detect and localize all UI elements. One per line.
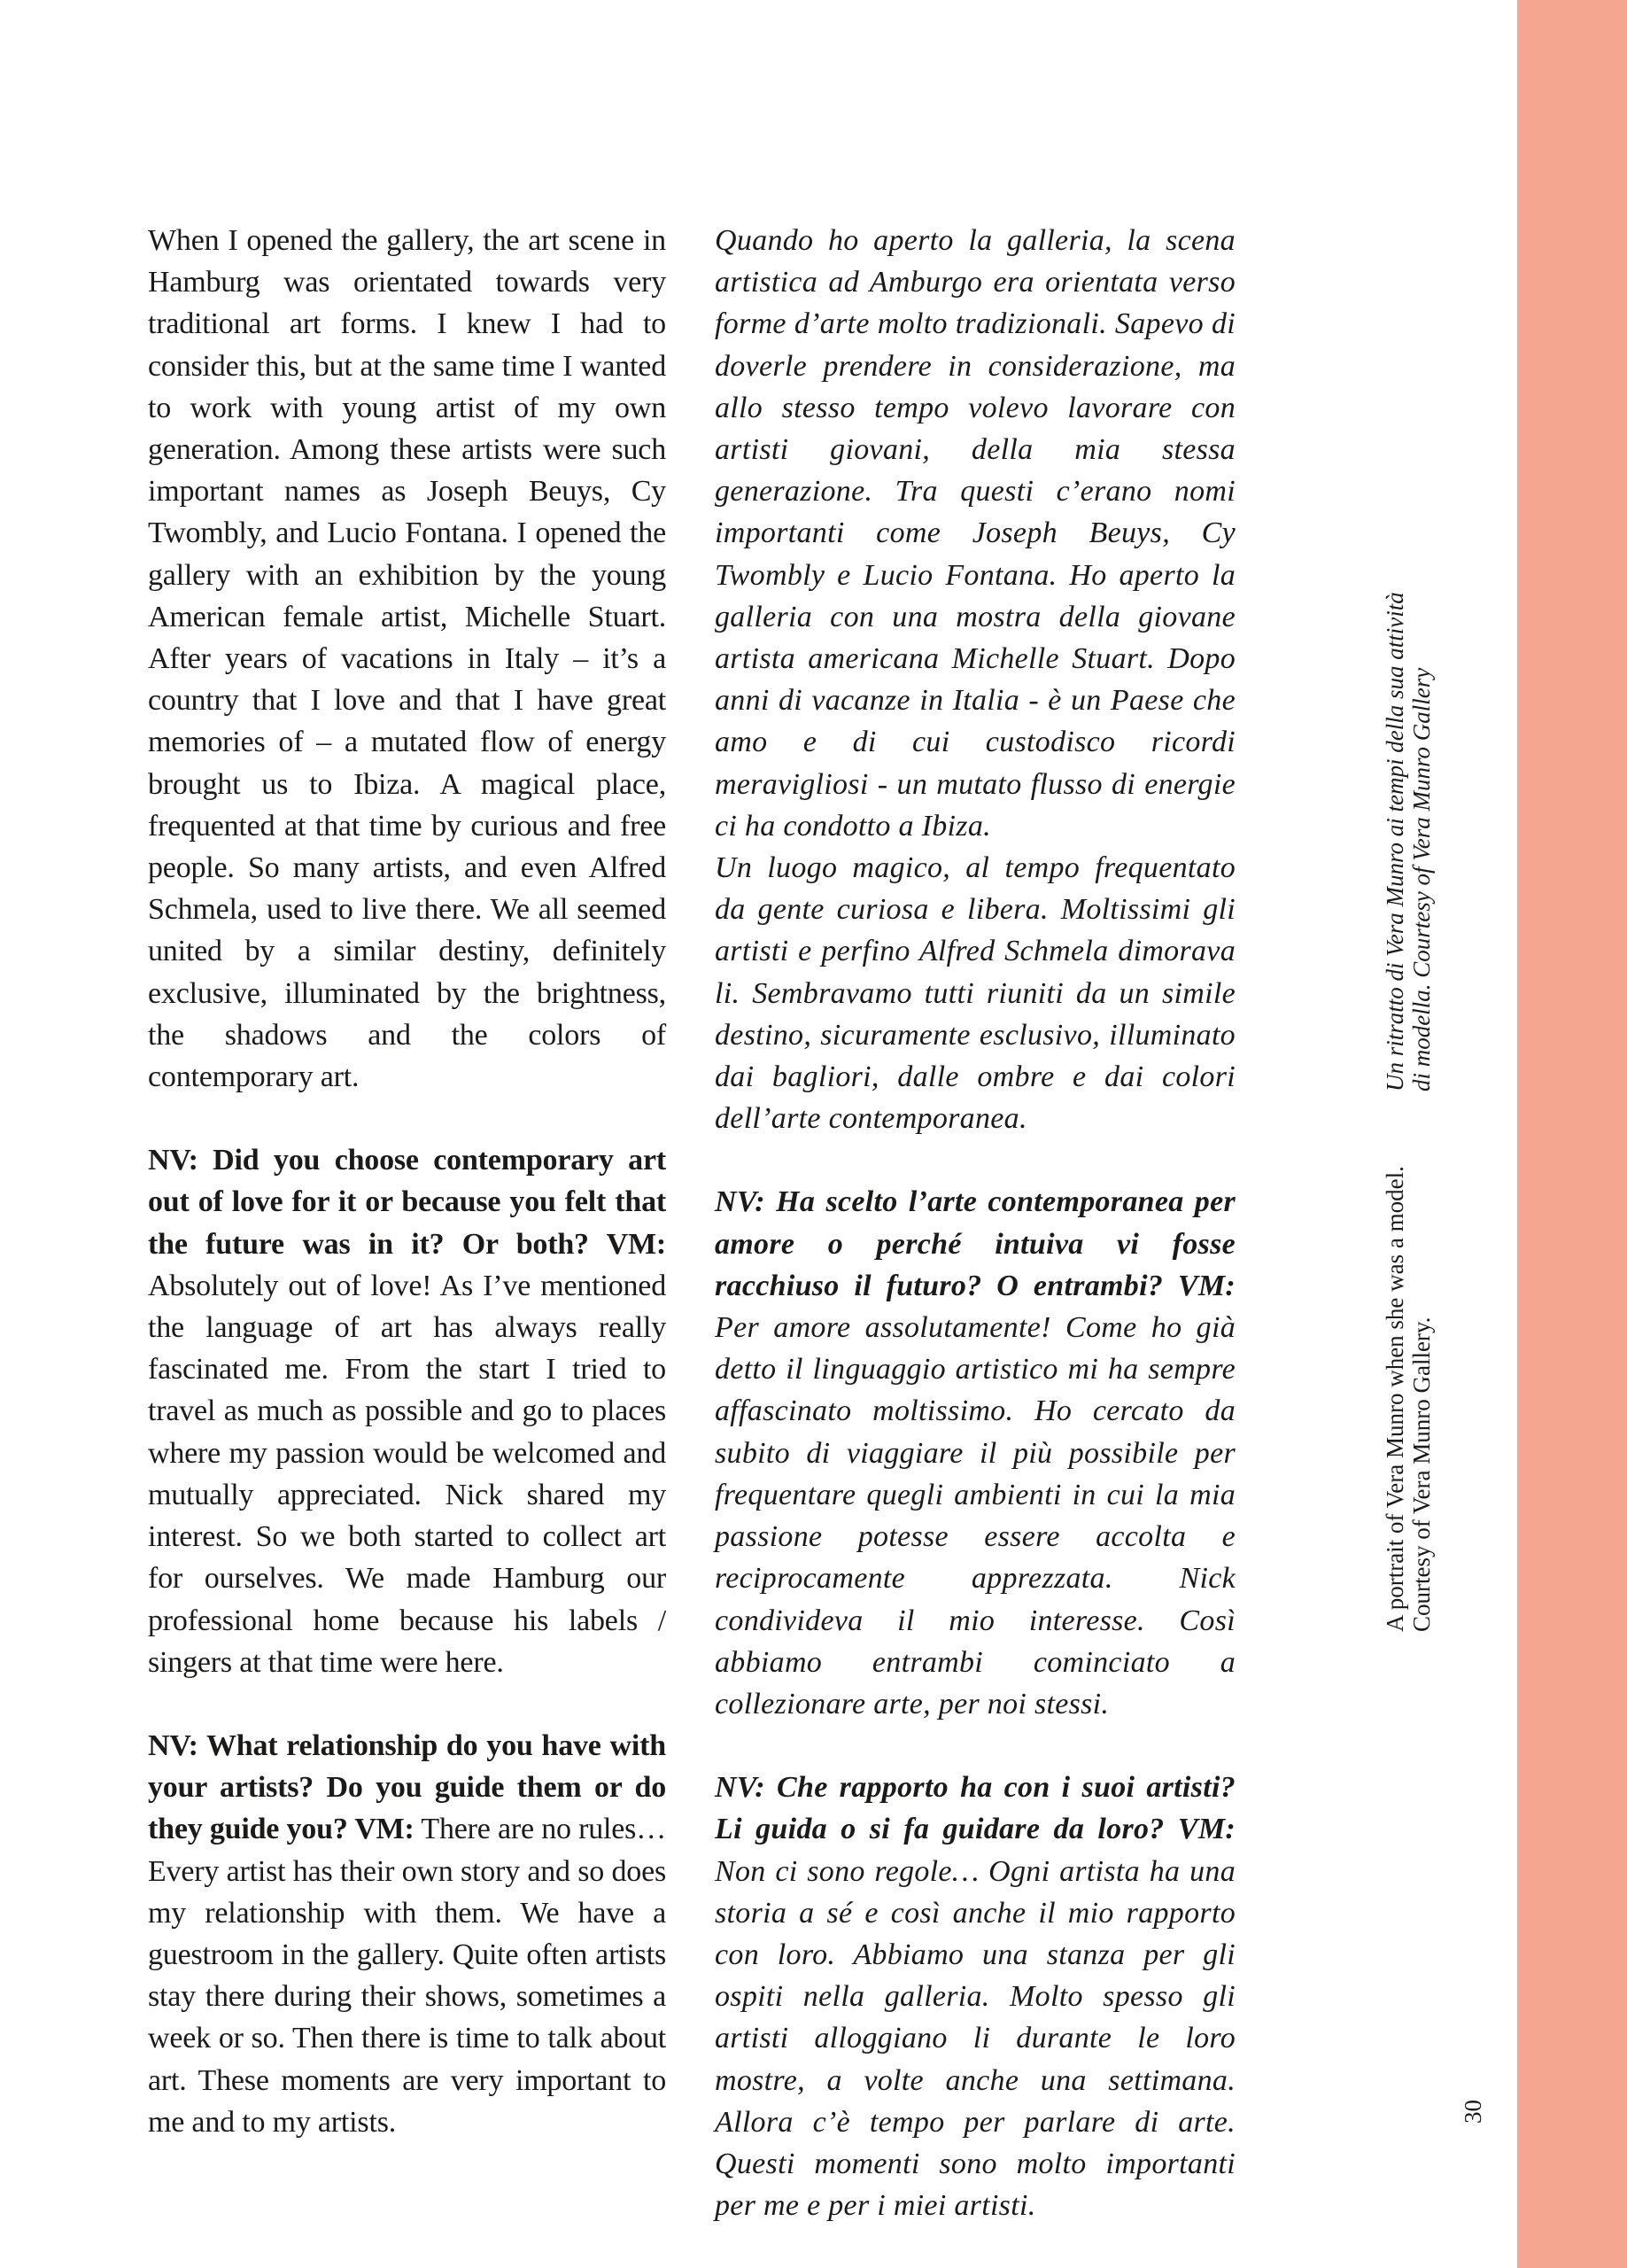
italian-paragraph-1: Quando ho aperto la galleria, la scena artistica ad Amburgo era orientata verso forme d’arte molto tradizionali. Sapevo di doverle prendere in considerazione, ma allo stesso tempo volevo lavorare con artisti giovani, della mia stessa generazione. Tra questi c’erano nomi importanti come Joseph Beuys, Cy Twombly e Lucio Fontana. Ho aperto la galleria con una mostra della giovane artista americana Michelle Stuart. Dopo anni di vacanze in Italia - è un Paese che amo e di cui custodisco ricordi meravigliosi - un mutato flusso di energie ci ha condotto a Ibiza. (715, 224, 1236, 843)
italian-column (715, 220, 1236, 2226)
caption-english-line-2: Courtesy of Vera Munro Gallery. (1408, 1317, 1435, 1632)
english-answer-1: Absolutely out of love! As I’ve mentioned the language of art has always really fascinated me. From the start I tried to travel as much as possible and go to places where my passion would be welcomed and mutually appreciated. Nick shared my interest. So we both started to collect art for ourselves. We made Hamburg our professional home because his labels / singers at that time were here. (148, 1269, 666, 1679)
italian-question-2-block (715, 1767, 1236, 2226)
photo-caption-english (1382, 1166, 1435, 1632)
italian-question-1: NV: Ha scelto l’arte contemporanea per amore o perché intuiva vi fosse racchiuso il futuro? O entrambi? VM: (715, 1185, 1236, 1302)
english-paragraph-1: When I opened the gallery, the art scene in Hamburg was orientated towards very traditional art forms. I knew I had to consider this, but at the same time I wanted to work with young artist of my own generation. Among these artists were such important names as Joseph Beuys, Cy Twombly, and Lucio Fontana. I opened the gallery with an exhibition by the young American female artist, Michelle Stuart. After years of vacations in Italy – it’s a country that I love and that I have great memories of – a mutated flow of energy brought us to Ibiza. A magical place, frequented at that time by curious and free people. So many artists, and even Alfred Schmela, used to live there. We all seemed united by a similar destiny, definitely exclusive, illuminated by the brightness, the shadows and the colors of contemporary art. (148, 224, 666, 1094)
caption-italian-line-2: di modella. Courtesy of Vera Munro Gallery (1408, 667, 1435, 1091)
italian-question-2: NV: Che rapporto ha con i suoi artisti? Li guida o si fa guidare da loro? VM: (715, 1771, 1236, 1846)
italian-question-1-block (715, 1181, 1236, 1725)
italian-answer-1: Per amore assolutamente! Come ho già detto il linguaggio artistico mi ha sempre affascinato moltissimo. Ho cercato da subito di viaggiare il più possibile per frequentare quegli ambienti in cui la mia passione potesse essere accolta e reciprocamente apprezzata. Nick condivideva il mio interesse. Così abbiamo entrambi cominciato a collezionare arte, per noi stessi. (715, 1311, 1236, 1720)
english-answer-2: There are no rules…Every artist has their own story and so does my relationship with them. We have a guestroom in the gallery. Quite often artists stay there during their shows, sometimes a week or so. Then there is time to talk about art. These moments are very important to me and to my artists. (148, 1813, 666, 2139)
decorative-side-band (1517, 0, 1627, 2268)
italian-paragraph-2: Un luogo magico, al tempo frequentato da gente curiosa e libera. Moltissimi gli artisti e perfino Alfred Schmela dimorava li. Sembravamo tutti riuniti da un simile destino, sicuramente esclusivo, illuminato dai bagliori, dalle ombre e dai colori dell’arte contemporanea. (715, 851, 1236, 1136)
caption-italian-line-1: Un ritratto di Vera Munro ai tempi della sua attività (1382, 592, 1408, 1091)
english-question-2-block (148, 1725, 666, 2143)
english-question-2: NV: What relationship do you have with your artists? Do you guide them or do they guide you? VM: (148, 1728, 666, 1846)
photo-caption-italian (1382, 592, 1435, 1091)
english-question-1-block (148, 1139, 666, 1683)
caption-english-line-1: A portrait of Vera Munro when she was a model. (1382, 1166, 1408, 1632)
english-question-1: NV: Did you choose contemporary art out of love for it or because you felt that the future was in it? Or both? VM: (148, 1144, 666, 1261)
page-number: 30 (1460, 2100, 1486, 2124)
italian-answer-2: Non ci sono regole… Ogni artista ha una storia a sé e così anche il mio rapporto con loro. Abbiamo una stanza per gli ospiti nella galleria. Molto spesso gli artisti alloggiano li durante le loro mostre, a volte anche una settimana. Allora c’è tempo per parlare di arte. Questi momenti sono molto importanti per me e per i miei artisti. (715, 1854, 1236, 2223)
english-column (148, 220, 666, 2143)
